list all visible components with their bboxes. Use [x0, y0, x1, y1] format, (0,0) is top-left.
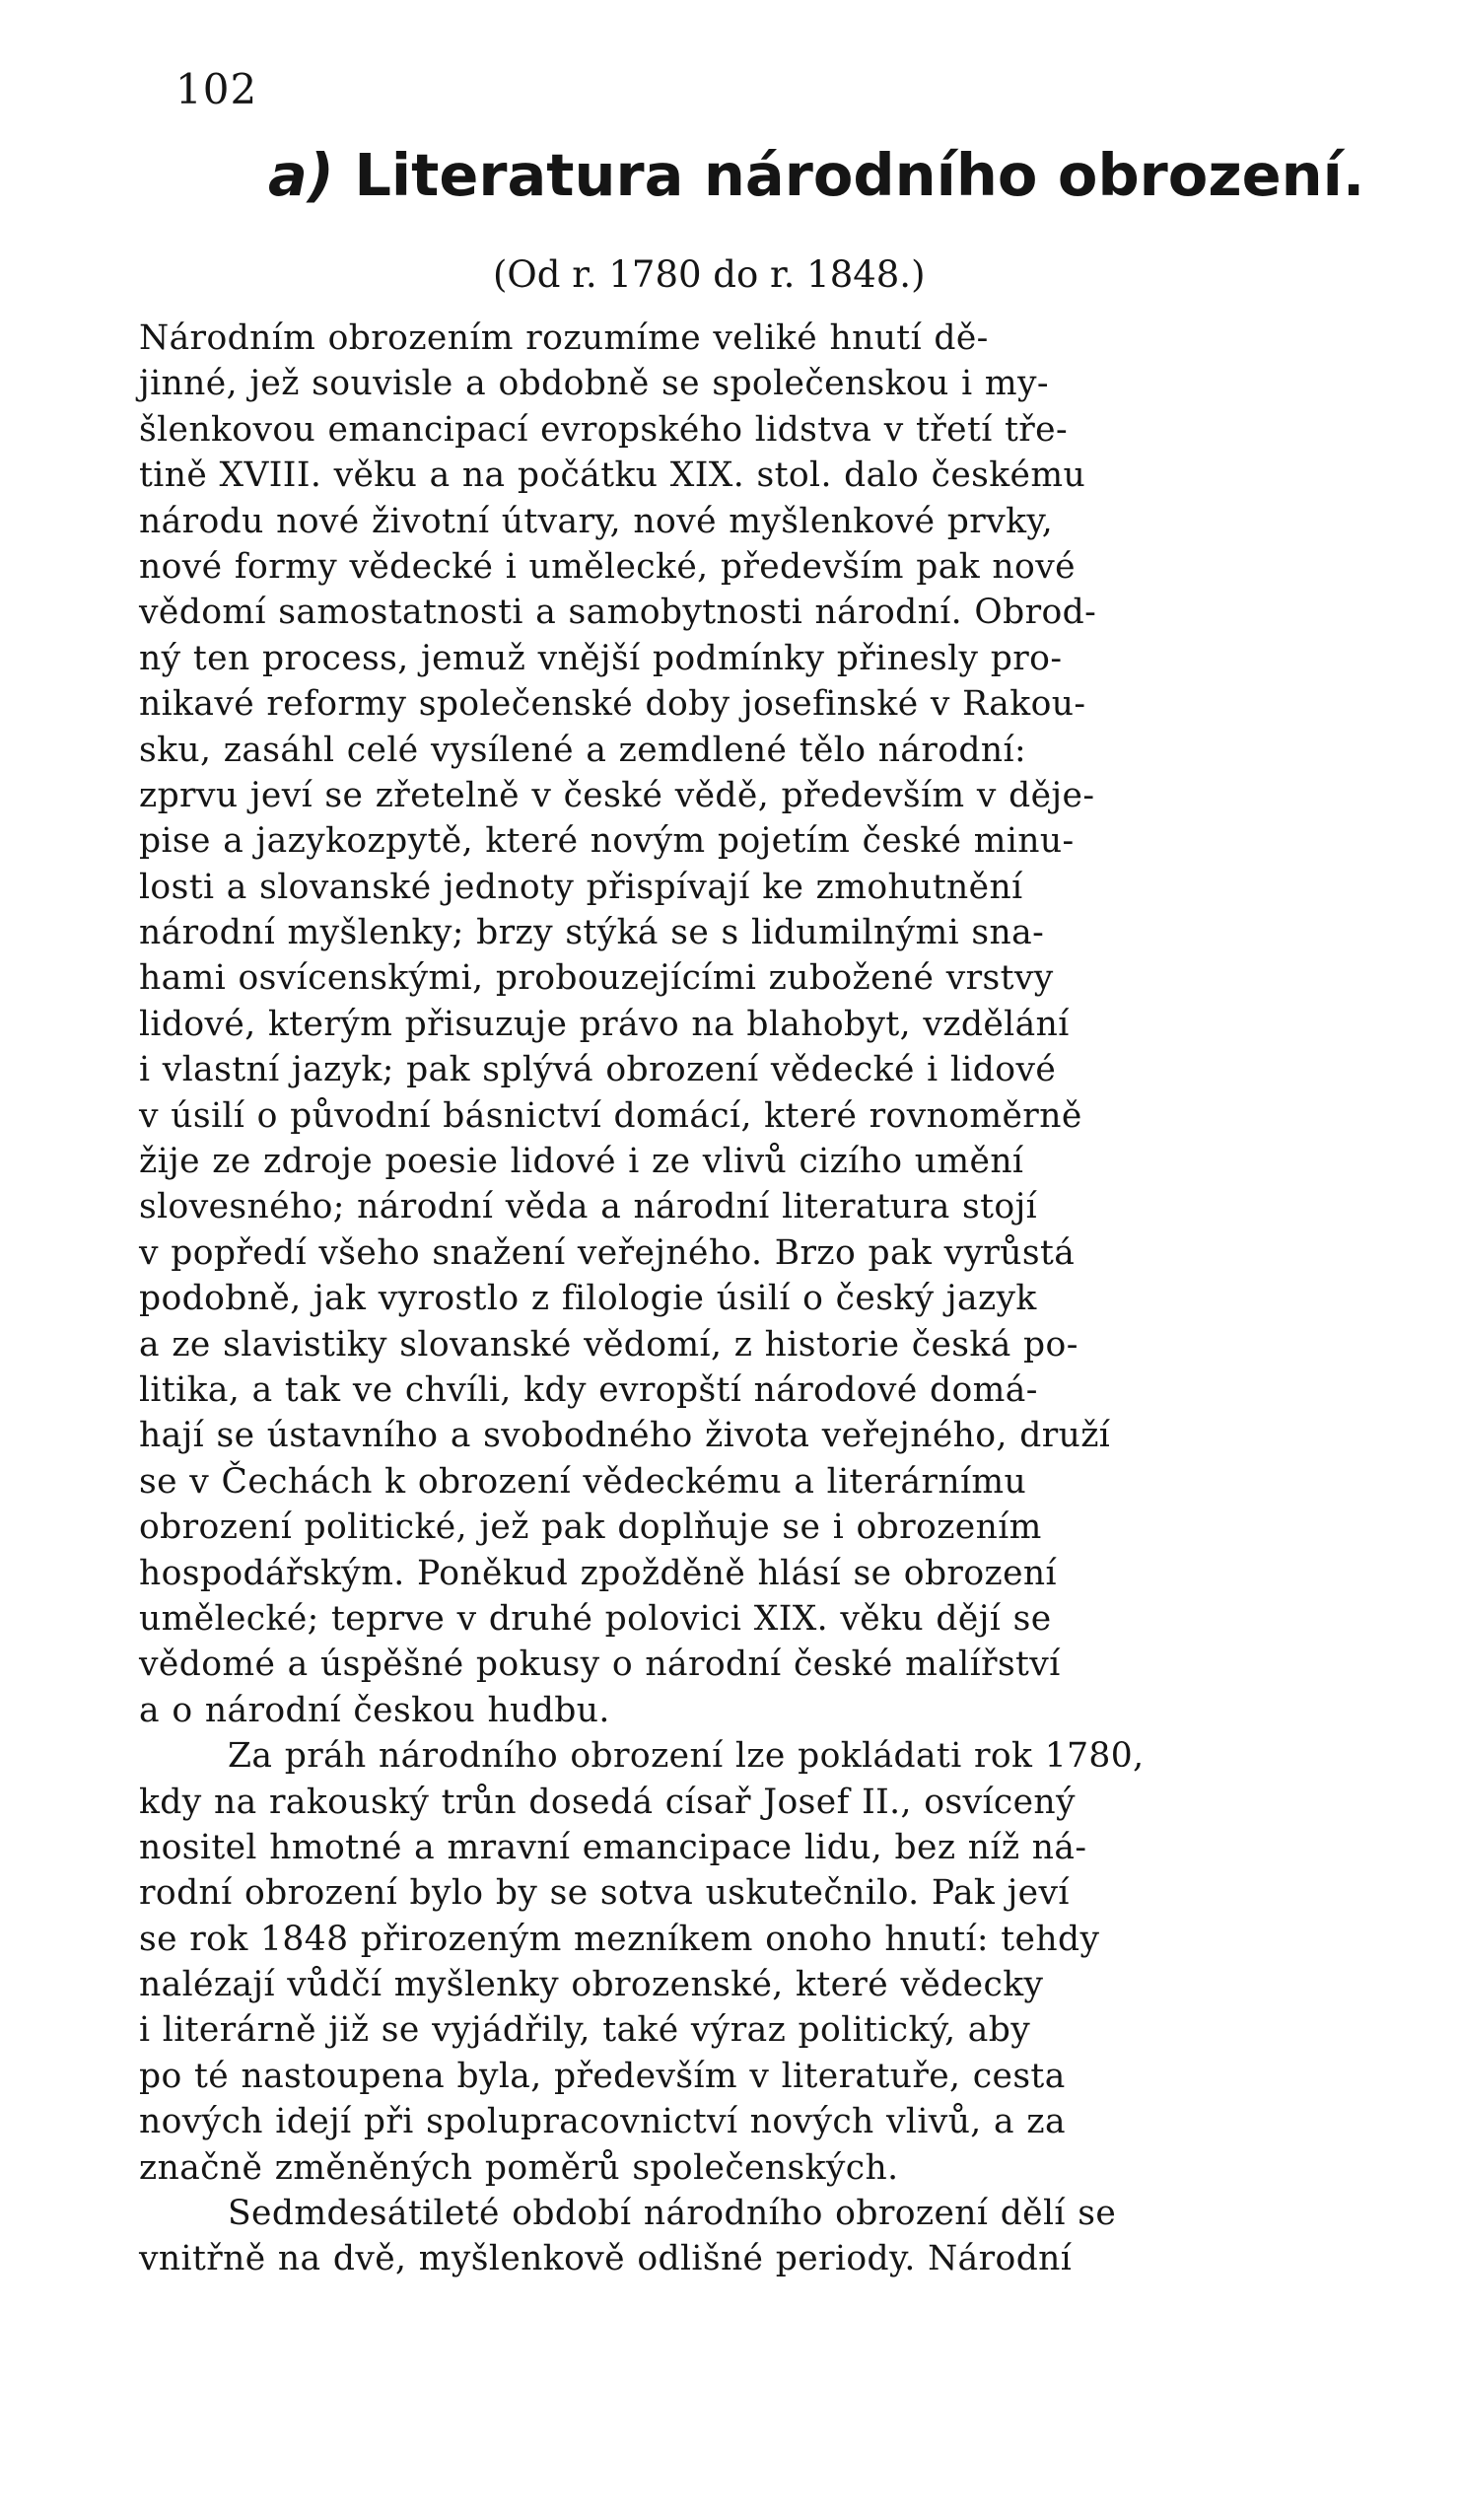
text-line: nových idejí při spolupracovnictví nových vlivů, a za [139, 2102, 1066, 2142]
text-line: jinné, jež souvisle a obdobně se společenskou i my- [139, 364, 1049, 404]
text-line: po té nastoupena byla, především v literatuře, cesta [139, 2056, 1066, 2096]
text-line: tině XVIII. věku a na počátku XIX. stol. dalo českému [139, 455, 1086, 496]
text-line: a ze slavistiky slovanské vědomí, z historie česká po- [139, 1324, 1078, 1365]
text-line: vnitřně na dvě, myšlenkově odlišné periody. Národní [139, 2239, 1073, 2279]
text-line: národu nové životní útvary, nové myšlenkové prvky, [139, 501, 1054, 541]
text-line: hospodářským. Poněkud zpožděně hlásí se obrození [139, 1553, 1057, 1593]
text-line: národní myšlenky; brzy stýká se s lidumilnými sna- [139, 913, 1045, 953]
text-line: slovesného; národní věda a národní literatura stojí [139, 1187, 1038, 1227]
text-line: i vlastní jazyk; pak splývá obrození vědecké i lidové [139, 1050, 1057, 1090]
page-number: 102 [175, 65, 258, 113]
text-line: v úsilí o původní básnictví domácí, které rovnoměrně [139, 1095, 1082, 1136]
text-line: nikavé reformy společenské doby josefinské v Rakou- [139, 684, 1086, 725]
text-line: se rok 1848 přirozeným mezníkem onoho hnutí: tehdy [139, 1919, 1100, 1959]
text-line: Za práh národního obrození lze pokládati rok 1780, [228, 1736, 1145, 1777]
text-line: značně změněných poměrů společenských. [139, 2147, 899, 2188]
text-line: nové formy vědecké i umělecké, především pak nové [139, 546, 1076, 587]
text-line: kdy na rakouský trůn dosedá císař Josef II., osvícený [139, 1782, 1076, 1822]
paragraph [139, 1733, 1322, 2191]
text-line: se v Čechách k obrození vědeckému a literárnímu [139, 1461, 1027, 1502]
text-line: a o národní českou hudbu. [139, 1690, 610, 1730]
body-text [139, 315, 1322, 2282]
text-line: v popředí všeho snažení veřejného. Brzo pak vyrůstá [139, 1232, 1076, 1273]
text-line: i literárně již se vyjádřily, také výraz politický, aby [139, 2010, 1031, 2051]
paragraph [139, 2191, 1322, 2282]
text-line: nositel hmotné a mravní emancipace lidu, bez níž ná- [139, 1827, 1087, 1867]
text-line: sku, zasáhl celé vysílené a zemdlené tělo národní: [139, 730, 1026, 770]
text-line: podobně, jak vyrostlo z filologie úsilí o český jazyk [139, 1279, 1037, 1319]
text-line: hami osvícenskými, probouzejícími zubožené vrstvy [139, 958, 1054, 999]
text-line: pise a jazykozpytě, které novým pojetím české minu- [139, 821, 1075, 862]
period-subtitle: (Od r. 1780 do r. 1848.) [493, 253, 926, 296]
text-line: Sedmdesátileté období národního obrození dělí se [228, 2194, 1117, 2234]
text-line: žije ze zdroje poesie lidové i ze vlivů cizího umění [139, 1142, 1024, 1182]
section-marker: a) [268, 141, 334, 209]
text-line: vědomé a úspěšné pokusy o národní české malířství [139, 1645, 1061, 1685]
text-line: vědomí samostatnosti a samobytnosti národní. Obrod- [139, 593, 1097, 633]
text-line: ný ten process, jemuž vnější podmínky přinesly pro- [139, 638, 1063, 678]
text-line: Národním obrozením rozumíme veliké hnutí dě- [139, 318, 989, 358]
text-line: lidové, kterým přisuzuje právo na blahobyt, vzdělání [139, 1004, 1070, 1044]
text-line: litika, a tak ve chvíli, kdy evropští národové domá- [139, 1369, 1038, 1410]
paragraph [139, 315, 1322, 1733]
text-line: nalézají vůdčí myšlenky obrozenské, které vědecky [139, 1965, 1044, 2005]
text-line: obrození politické, jež pak doplňuje se i obrozením [139, 1507, 1042, 1548]
text-line: šlenkovou emancipací evropského lidstva v třetí tře- [139, 409, 1069, 450]
text-line: losti a slovanské jednoty přispívají ke zmohutnění [139, 867, 1023, 907]
text-line: umělecké; teprve v druhé polovici XIX. věku dějí se [139, 1598, 1052, 1639]
text-line: zprvu jeví se zřetelně v české vědě, především v děje- [139, 775, 1095, 815]
text-line: hají se ústavního a svobodného života veřejného, druží [139, 1416, 1111, 1456]
section-heading [268, 141, 1365, 209]
text-line: rodní obrození bylo by se sotva uskutečnilo. Pak jeví [139, 1873, 1070, 1914]
section-title: Literatura národního obrození. [354, 141, 1365, 209]
